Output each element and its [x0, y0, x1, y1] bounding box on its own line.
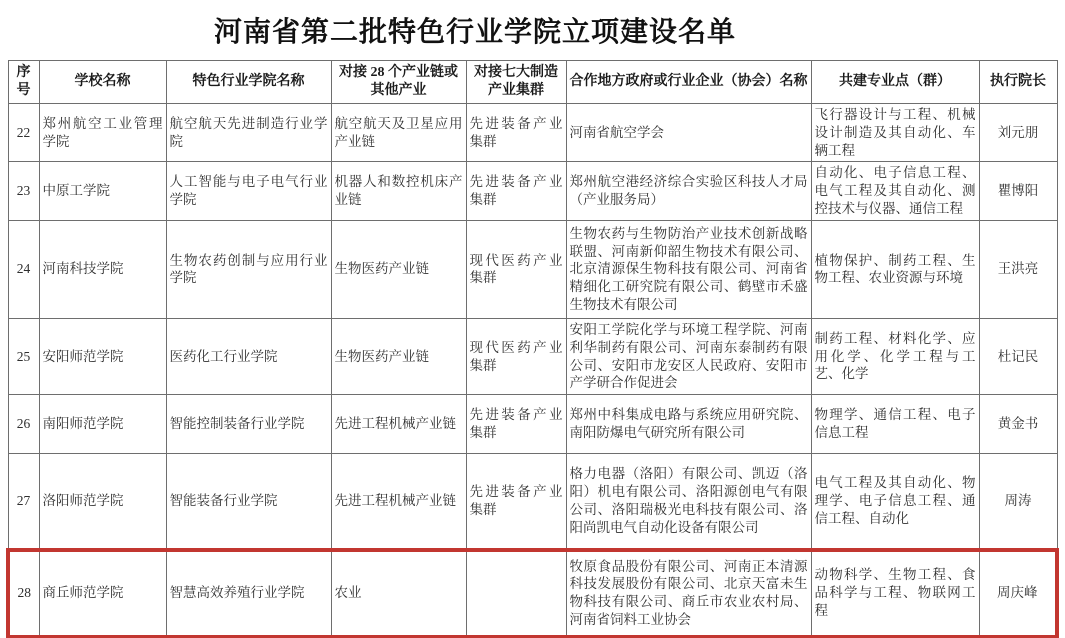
cell-partners: 牧原食品股份有限公司、河南正本清源科技发展股份有限公司、北京天富未生物科技有限公司、商丘市农业农村局、河南省饲料工业协会 — [566, 550, 811, 637]
cell-college: 医药化工行业学院 — [166, 318, 331, 394]
header-major: 共建专业点（群） — [811, 61, 979, 104]
cell-dean: 瞿博阳 — [979, 162, 1057, 220]
cell-cluster: 先进装备产业集群 — [466, 454, 566, 550]
table-row — [8, 395, 1057, 454]
cell-dean: 刘元朋 — [979, 104, 1057, 162]
cell-no: 27 — [8, 454, 39, 550]
cell-partners: 郑州中科集成电路与系统应用研究院、南阳防爆电气研究所有限公司 — [566, 395, 811, 454]
cell-school: 洛阳师范学院 — [39, 454, 166, 550]
cell-partners: 生物农药与生物防治产业技术创新战略联盟、河南新仰韶生物技术有限公司、北京清源保生物科技有限公司、河南省精细化工研究院有限公司、鹤壁市禾盛生物技术有限公司 — [566, 220, 811, 318]
header-school: 学校名称 — [39, 61, 166, 104]
cell-no: 25 — [8, 318, 39, 394]
cell-college: 智慧高效养殖行业学院 — [166, 550, 331, 637]
cell-majors: 动物科学、生物工程、食品科学与工程、物联网工程 — [811, 550, 979, 637]
cell-college: 智能控制装备行业学院 — [166, 395, 331, 454]
cell-school: 南阳师范学院 — [39, 395, 166, 454]
page-title: 河南省第二批特色行业学院立项建设名单 — [213, 17, 736, 48]
table-header-row — [8, 61, 1057, 104]
cell-partners: 河南省航空学会 — [566, 104, 811, 162]
cell-no: 22 — [8, 104, 39, 162]
cell-college: 智能装备行业学院 — [166, 454, 331, 550]
cell-college: 人工智能与电子电气行业学院 — [166, 162, 331, 220]
cell-dean: 周涛 — [979, 454, 1057, 550]
table-row — [8, 318, 1057, 394]
cell-majors: 物理学、通信工程、电子信息工程 — [811, 395, 979, 454]
cell-majors: 电气工程及其自动化、物理学、电子信息工程、通信工程、自动化 — [811, 454, 979, 550]
cell-school: 安阳师范学院 — [39, 318, 166, 394]
cell-college: 生物农药创制与应用行业学院 — [166, 220, 331, 318]
cell-school: 中原工学院 — [39, 162, 166, 220]
table-row — [8, 162, 1057, 220]
cell-school: 商丘师范学院 — [39, 550, 166, 637]
cell-cluster: 现代医药产业集群 — [466, 318, 566, 394]
cell-chain: 机器人和数控机床产业链 — [331, 162, 466, 220]
cell-dean: 黄金书 — [979, 395, 1057, 454]
cell-partners: 格力电器（洛阳）有限公司、凯迈（洛阳）机电有限公司、洛阳源创电气有限公司、洛阳瑞极光电科技有限公司、洛阳尚凯电气自动化设备有限公司 — [566, 454, 811, 550]
cell-no: 23 — [8, 162, 39, 220]
header-chain: 对接 28 个产业链或其他产业 — [331, 61, 466, 104]
header-partner: 合作地方政府或行业企业（协会）名称 — [566, 61, 811, 104]
cell-chain: 先进工程机械产业链 — [331, 454, 466, 550]
cell-dean: 王洪亮 — [979, 220, 1057, 318]
table-row — [8, 454, 1057, 550]
table-row — [8, 220, 1057, 318]
cell-cluster — [466, 550, 566, 637]
cell-no: 24 — [8, 220, 39, 318]
cell-cluster: 先进装备产业集群 — [466, 162, 566, 220]
cell-chain: 生物医药产业链 — [331, 318, 466, 394]
cell-school: 河南科技学院 — [39, 220, 166, 318]
cell-cluster: 先进装备产业集群 — [466, 104, 566, 162]
cell-partners: 郑州航空港经济综合实验区科技人才局（产业服务局） — [566, 162, 811, 220]
header-no: 序号 — [8, 61, 39, 104]
cell-cluster: 现代医药产业集群 — [466, 220, 566, 318]
cell-chain: 航空航天及卫星应用产业链 — [331, 104, 466, 162]
industry-college-table — [6, 60, 1059, 638]
cell-majors: 植物保护、制药工程、生物工程、农业资源与环境 — [811, 220, 979, 318]
cell-no: 26 — [8, 395, 39, 454]
cell-dean: 周庆峰 — [979, 550, 1057, 637]
cell-chain: 农业 — [331, 550, 466, 637]
header-dean: 执行院长 — [979, 61, 1057, 104]
cell-majors: 制药工程、材料化学、应用化学、化学工程与工艺、化学 — [811, 318, 979, 394]
table-row — [8, 104, 1057, 162]
cell-partners: 安阳工学院化学与环境工程学院、河南利华制药有限公司、河南东泰制药有限公司、安阳市龙安区人民政府、安阳市产学研合作促进会 — [566, 318, 811, 394]
cell-majors: 飞行器设计与工程、机械设计制造及其自动化、车辆工程 — [811, 104, 979, 162]
cell-majors: 自动化、电子信息工程、电气工程及其自动化、测控技术与仪器、通信工程 — [811, 162, 979, 220]
cell-chain: 生物医药产业链 — [331, 220, 466, 318]
cell-no: 28 — [8, 550, 39, 637]
header-college: 特色行业学院名称 — [166, 61, 331, 104]
cell-chain: 先进工程机械产业链 — [331, 395, 466, 454]
header-cluster: 对接七大制造产业集群 — [466, 61, 566, 104]
cell-dean: 杜记民 — [979, 318, 1057, 394]
table-row-highlighted — [8, 550, 1057, 637]
cell-cluster: 先进装备产业集群 — [466, 395, 566, 454]
cell-school: 郑州航空工业管理学院 — [39, 104, 166, 162]
cell-college: 航空航天先进制造行业学院 — [166, 104, 331, 162]
